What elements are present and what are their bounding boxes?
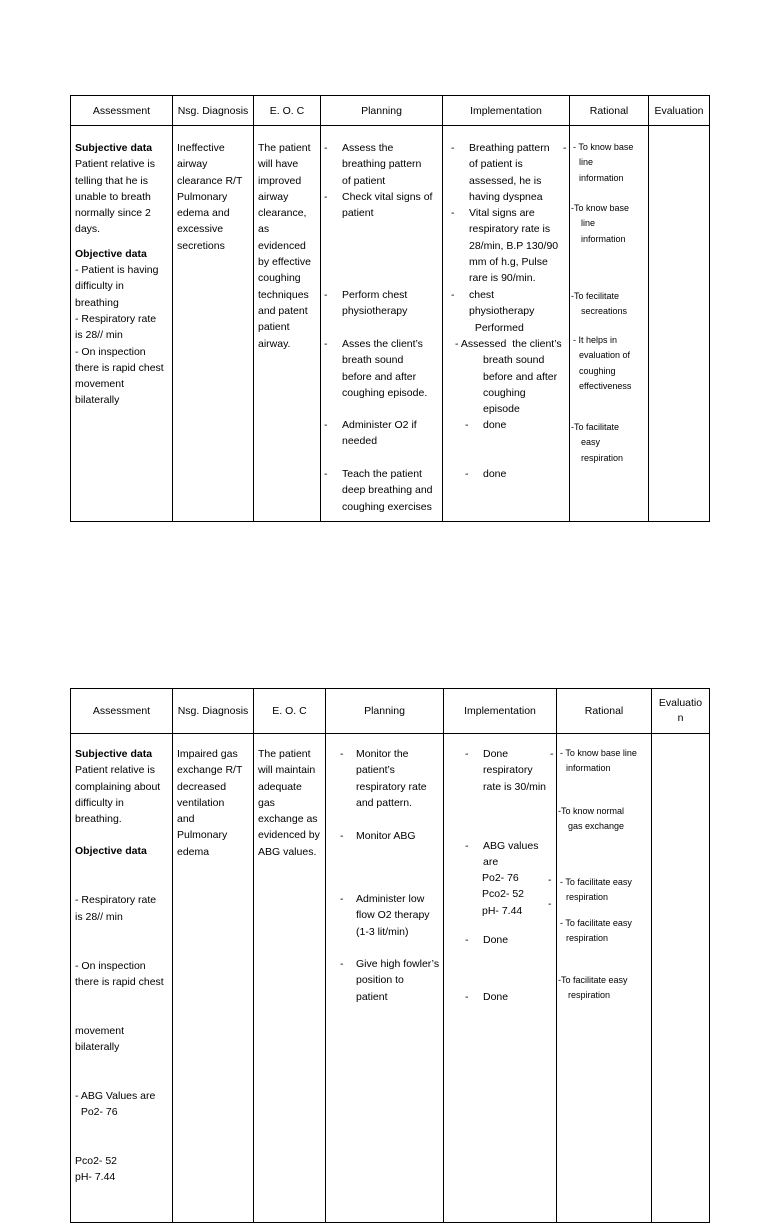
implementation-item: - ABG values are: [465, 840, 539, 869]
rational-cell: - - To know base line information -To know base line information -To fecilitate secreations - It helps in evaluation of coughing effectiveness -To facilitate easy respiration: [570, 126, 649, 522]
implementation-item: - Breathing pattern of patient is assessed, he is having dyspnea: [451, 142, 550, 203]
header-nsg-diagnosis: Nsg. Diagnosis: [173, 689, 254, 734]
planning-cell: [326, 734, 444, 1223]
planning-item: - Monitor ABG: [340, 830, 416, 842]
rational-item: - To know base line information: [560, 748, 637, 774]
implementation-item: - chest physiotherapy Performed: [451, 289, 535, 334]
planning-item: - Perform chest physiotherapy: [324, 289, 408, 318]
implementation-item: - done: [465, 468, 507, 480]
evaluation-cell: [652, 734, 710, 1223]
header-implementation: Implementation: [443, 96, 570, 126]
planning-item: - Administer O2 if needed: [324, 419, 417, 448]
subjective-text: Patient relative is complaining about difficulty in breathing.: [75, 764, 161, 826]
planning-item: - Asses the client’s breath sound before and after coughing episode.: [324, 338, 428, 399]
assessment-cell: [71, 734, 173, 1223]
header-rational: Rational: [557, 689, 652, 734]
header-eoc: E. O. C: [254, 96, 321, 126]
rational-item: -To know normal gas exchange: [558, 806, 625, 832]
implementation-item: - Done: [465, 934, 509, 946]
header-planning: Planning: [321, 96, 443, 126]
header-implementation: Implementation: [444, 689, 557, 734]
objective-text: - Respiratory rate is 28// min - On inspection there is rapid chest movement bilaterally - ABG Values are Po2- 76 Pco2- 52 pH- 7.44: [75, 894, 164, 1184]
header-rational: Rational: [570, 96, 649, 126]
planning-item: - Assess the breathing pattern of patient: [324, 142, 422, 187]
objective-heading: Objective data: [75, 247, 147, 260]
implementation-item: - Vital signs are respiratory rate is 28/min, B.P 130/90 mm of h.g, Pulse rare is 90/min.: [451, 207, 559, 285]
implementation-item: - Done respiratory rate is 30/min: [465, 748, 547, 793]
assessment-cell: [71, 126, 173, 522]
rational-item: -To fecilitate secreations: [571, 291, 628, 317]
header-evaluation: Evaluatio n: [652, 689, 710, 734]
rational-item: -To facilitate easy respiration: [571, 422, 624, 463]
implementation-item: - Done: [465, 991, 509, 1003]
rational-item: -To facilitate easy respiration: [558, 975, 628, 1001]
subjective-text: Patient relative is telling that he is unable to breath normally since 2 days.: [75, 158, 155, 236]
implementation-cell: [444, 734, 557, 1223]
header-assessment: Assessment: [71, 689, 173, 734]
planning-item: - Check vital signs of patient: [324, 191, 433, 220]
care-plan-table-2: [70, 688, 710, 1223]
planning-item: - Monitor the patient’s respiratory rate and pattern.: [340, 748, 427, 809]
planning-cell: [321, 126, 443, 522]
objective-text: - Patient is having difficulty in breathing - Respiratory rate is 28// min - On inspection there is rapid chest movement bilaterally: [75, 264, 164, 407]
objective-heading: Objective data: [75, 845, 147, 858]
header-assessment: Assessment: [71, 96, 173, 126]
eoc-cell: The patient will maintain adequate gas exchange as evidenced by ABG values.: [254, 734, 326, 1223]
planning-item: - Give high fowler’s position to patient: [340, 958, 440, 1003]
abg-values: Po2- 76 Pco2- 52 pH- 7.44: [482, 872, 525, 917]
implementation-item: - Assessed the client’s breath sound before and after coughing episode: [455, 338, 562, 416]
planning-item: - Teach the patient deep breathing and coughing exercises: [324, 468, 433, 513]
rational-item: -To know base line information: [571, 203, 630, 244]
rational-cell: - - - - To know base line information -To know normal gas exchange - To facilitate easy respiration - To facilitate easy respiration -To facilitate easy respiration: [557, 734, 652, 1223]
header-evaluation: Evaluation: [649, 96, 710, 126]
header-eoc: E. O. C: [254, 689, 326, 734]
implementation-item: - done: [465, 419, 507, 431]
planning-item: - Administer low flow O2 therapy (1-3 lit/min): [340, 893, 430, 938]
eoc-cell: The patient will have improved airway clearance, as evidenced by effective coughing techniques and patent patient airway.: [254, 126, 321, 522]
rational-item: - To know base line information: [573, 142, 634, 183]
subjective-heading: Subjective data: [75, 142, 153, 154]
rational-item: - It helps in evaluation of coughing effectiveness: [573, 335, 632, 391]
rational-item: - To facilitate easy respiration: [560, 877, 632, 903]
header-planning: Planning: [326, 689, 444, 734]
diagnosis-cell: Impaired gas exchange R/T decreased ventilation and Pulmonary edema: [173, 734, 254, 1223]
header-nsg-diagnosis: Nsg. Diagnosis: [173, 96, 254, 126]
rational-item: - To facilitate easy respiration: [560, 918, 632, 944]
diagnosis-cell: Ineffective airway clearance R/T Pulmonary edema and excessive secretions: [173, 126, 254, 522]
subjective-heading: Subjective data: [75, 748, 153, 760]
evaluation-cell: [649, 126, 710, 522]
care-plan-table-1: [70, 95, 710, 522]
implementation-cell: [443, 126, 570, 522]
